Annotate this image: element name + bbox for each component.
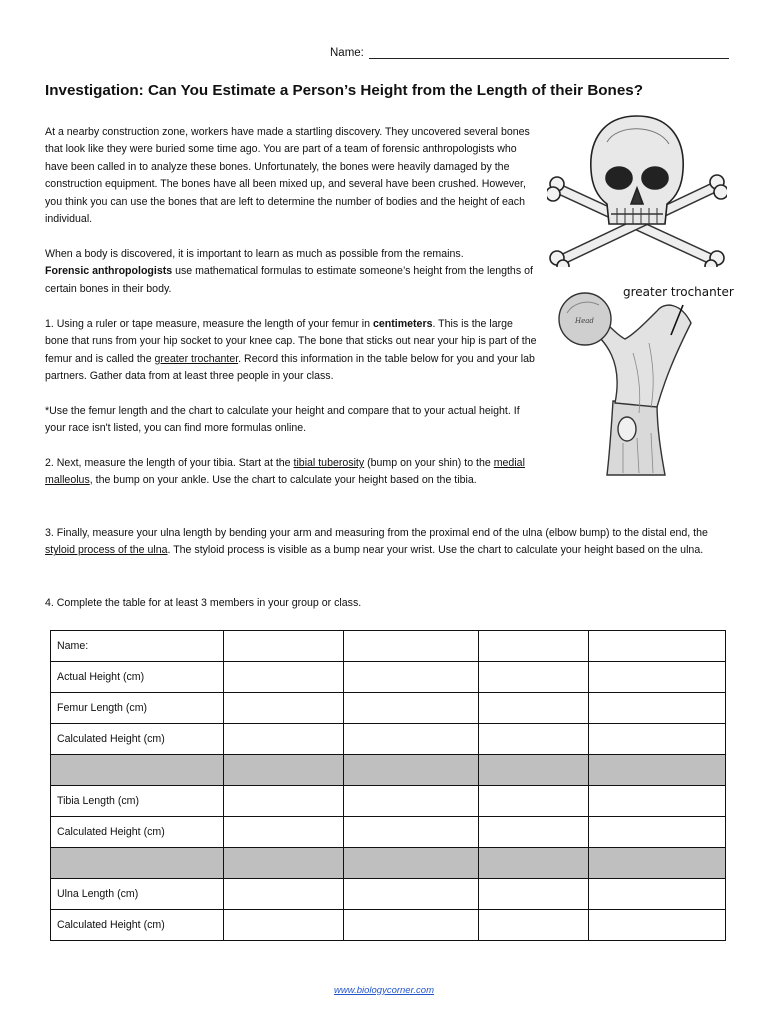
data-cell bbox=[223, 755, 343, 786]
data-cell bbox=[343, 848, 478, 879]
data-cell[interactable] bbox=[343, 631, 478, 662]
data-cell[interactable] bbox=[588, 631, 725, 662]
table-row bbox=[51, 879, 726, 910]
data-cell[interactable] bbox=[343, 786, 478, 817]
data-cell bbox=[588, 755, 725, 786]
step2-suffix: , the bump on your ankle. Use the chart to calculate your height based on the tibia. bbox=[89, 474, 477, 487]
row-label: Calculated Height (cm) bbox=[51, 817, 224, 848]
data-cell[interactable] bbox=[223, 786, 343, 817]
intro-paragraph: At a nearby construction zone, workers have made a startling discovery. They uncovered several bones that look like they were buried some time ago. You are part of a team of forensic anthropologists who have been called in to analyze these bones. Unfortunately, the bones were heavily damaged by the construction equipment. The bones have all been mixed up, and several have been crushed. However, you think you can use the bones that are left to determine the number of bodies and the height of each individual. bbox=[45, 126, 530, 226]
table-row bbox=[51, 910, 726, 941]
body-discovered-line1: When a body is discovered, it is important to learn as much as possible from the remains. bbox=[45, 248, 464, 260]
data-cell bbox=[588, 848, 725, 879]
page-title: Investigation: Can You Estimate a Person’s Height from the Length of their Bones? bbox=[45, 82, 644, 99]
row-label: Tibia Length (cm) bbox=[51, 786, 224, 817]
row-label: Femur Length (cm) bbox=[51, 693, 224, 724]
name-line bbox=[330, 47, 729, 59]
body-discovered-rest: use mathematical formulas to estimate someone’s height from the lengths of certain bones in their body. bbox=[45, 265, 533, 295]
data-cell[interactable] bbox=[343, 879, 478, 910]
body-discovered-paragraph bbox=[45, 246, 537, 298]
step1-prefix: 1. Using a ruler or tape measure, measure the length of your femur in bbox=[45, 318, 373, 330]
data-cell[interactable] bbox=[223, 724, 343, 755]
data-cell[interactable] bbox=[479, 786, 588, 817]
skull-crossbones-illustration bbox=[547, 112, 727, 267]
forensic-anthropologists-term: Forensic anthropologists bbox=[45, 265, 173, 278]
femur-illustration bbox=[553, 283, 738, 478]
data-cell[interactable] bbox=[343, 724, 478, 755]
step1-suffix: . Record this information in the table below for you and your lab partners. Gather data from at least three people in your class. bbox=[45, 352, 535, 383]
skull-crossbones-icon bbox=[547, 112, 727, 267]
row-label bbox=[51, 848, 224, 879]
note-paragraph: *Use the femur length and the chart to calculate your height and compare that to your actual height. If your race isn't listed, you can find more formulas online. bbox=[45, 405, 520, 435]
data-cell[interactable] bbox=[223, 693, 343, 724]
table-row bbox=[51, 817, 726, 848]
row-label: Calculated Height (cm) bbox=[51, 724, 224, 755]
greater-trochanter-term: greater trochanter bbox=[154, 352, 239, 365]
data-cell[interactable] bbox=[223, 662, 343, 693]
step1-paragraph bbox=[45, 316, 537, 386]
name-field[interactable] bbox=[369, 47, 729, 59]
table-row bbox=[51, 848, 726, 879]
data-cell bbox=[223, 848, 343, 879]
step1-mid: . This is the large bone that runs from your hip socket to your knee cap. The bone that sticks out near your hip is part of the femur and is called the bbox=[45, 318, 537, 365]
data-table bbox=[50, 630, 726, 941]
name-label: Name: bbox=[330, 47, 364, 59]
row-label bbox=[51, 755, 224, 786]
medial-malleolus-term: medial malleolus bbox=[45, 457, 525, 487]
data-cell[interactable] bbox=[588, 693, 725, 724]
table-row bbox=[51, 662, 726, 693]
data-cell[interactable] bbox=[223, 817, 343, 848]
data-cell[interactable] bbox=[588, 662, 725, 693]
data-cell[interactable] bbox=[343, 662, 478, 693]
data-cell[interactable] bbox=[223, 910, 343, 941]
table-row bbox=[51, 724, 726, 755]
step3-suffix: . The styloid process is visible as a bump near your wrist. Use the chart to calculate your height based on the ulna. bbox=[167, 544, 704, 557]
step2-mid: (bump on your shin) to the bbox=[364, 457, 494, 469]
row-label: Ulna Length (cm) bbox=[51, 879, 224, 910]
data-cell[interactable] bbox=[479, 817, 588, 848]
data-cell[interactable] bbox=[343, 910, 478, 941]
data-cell[interactable] bbox=[588, 879, 725, 910]
step4-paragraph: 4. Complete the table for at least 3 members in your group or class. bbox=[45, 597, 362, 609]
data-cell[interactable] bbox=[479, 631, 588, 662]
data-cell[interactable] bbox=[588, 786, 725, 817]
styloid-process-term: styloid process of the ulna bbox=[45, 544, 168, 557]
data-cell[interactable] bbox=[479, 662, 588, 693]
step2-prefix: 2. Next, measure the length of your tibia. Start at the bbox=[45, 457, 294, 469]
data-cell bbox=[479, 848, 588, 879]
data-cell bbox=[343, 755, 478, 786]
data-cell[interactable] bbox=[588, 817, 725, 848]
footer bbox=[0, 985, 768, 996]
step3-paragraph bbox=[45, 525, 715, 560]
row-label: Actual Height (cm) bbox=[51, 662, 224, 693]
data-cell[interactable] bbox=[588, 910, 725, 941]
data-cell[interactable] bbox=[479, 879, 588, 910]
tibial-tuberosity-term: tibial tuberosity bbox=[293, 457, 365, 469]
data-cell[interactable] bbox=[343, 693, 478, 724]
femur-icon bbox=[553, 283, 738, 478]
data-cell[interactable] bbox=[223, 879, 343, 910]
data-cell[interactable] bbox=[479, 724, 588, 755]
femur-head-text: Head bbox=[575, 317, 594, 325]
step1-unit: centimeters bbox=[372, 318, 433, 330]
row-label: Name: bbox=[51, 631, 224, 662]
data-cell[interactable] bbox=[479, 693, 588, 724]
table-row bbox=[51, 631, 726, 662]
data-table-body bbox=[51, 631, 726, 941]
row-label: Calculated Height (cm) bbox=[51, 910, 224, 941]
footer-link[interactable]: www.biologycorner.com bbox=[334, 985, 434, 996]
table-row bbox=[51, 693, 726, 724]
greater-trochanter-label: greater trochanter bbox=[623, 285, 734, 299]
step3-prefix: 3. Finally, measure your ulna length by bending your arm and measuring from the proximal end of the ulna (elbow bump) to the distal end, the bbox=[45, 527, 708, 539]
data-cell[interactable] bbox=[588, 724, 725, 755]
step2-paragraph bbox=[45, 455, 537, 490]
data-cell[interactable] bbox=[343, 817, 478, 848]
table-row bbox=[51, 755, 726, 786]
table-row bbox=[51, 786, 726, 817]
data-cell[interactable] bbox=[479, 910, 588, 941]
data-cell[interactable] bbox=[223, 631, 343, 662]
data-cell bbox=[479, 755, 588, 786]
